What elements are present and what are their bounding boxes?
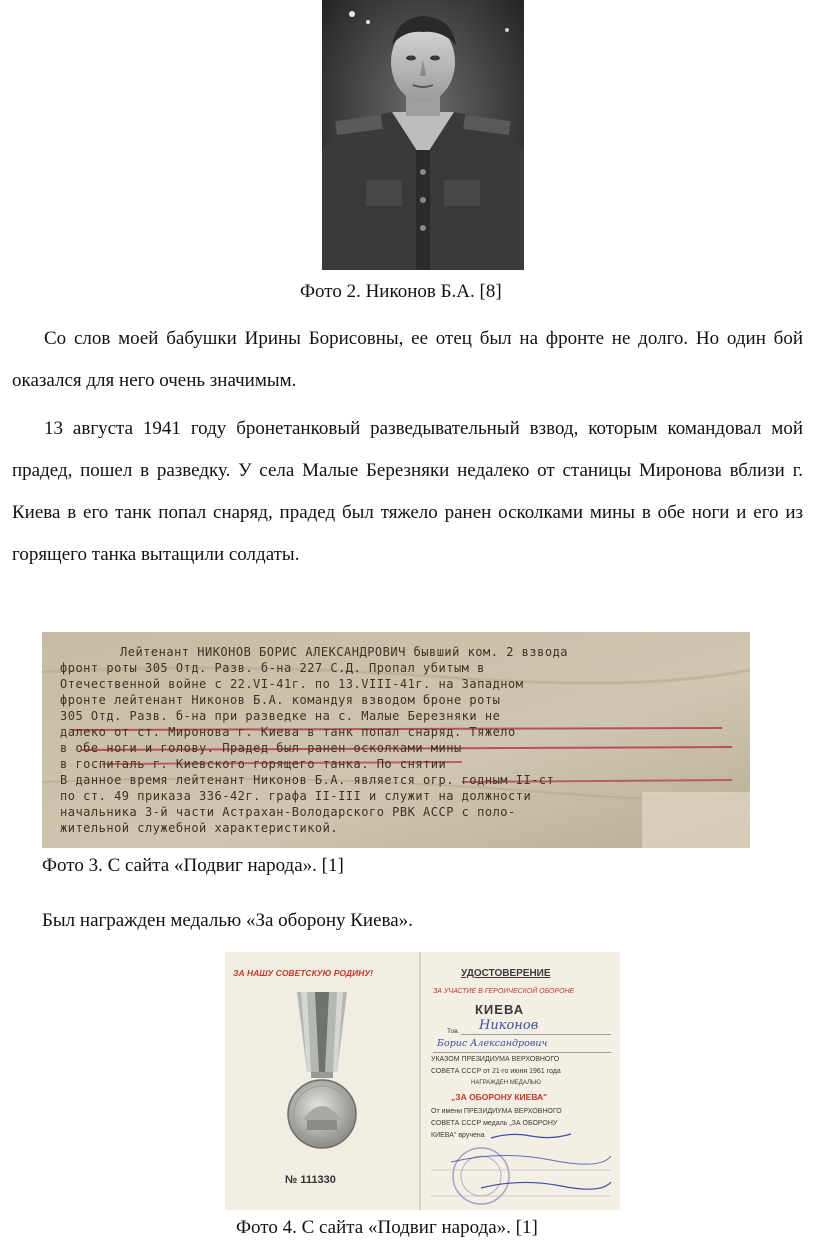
portrait-image	[322, 0, 524, 270]
certificate-left-header: ЗА НАШУ СОВЕТСКУЮ РОДИНУ!	[233, 968, 373, 978]
certificate-right-page	[421, 952, 620, 1210]
handwritten-name: Борис Александрович	[437, 1038, 548, 1049]
decree-line: УКАЗОМ ПРЕЗИДИУМА ВЕРХОВНОГО	[431, 1056, 560, 1063]
archive-document-photo	[42, 632, 750, 848]
certificate-tov-label: Тов.	[447, 1028, 460, 1035]
photo3-caption: Фото 3. С сайта «Подвиг народа». [1]	[42, 855, 344, 876]
certificate-city: КИЕВА	[475, 1002, 525, 1017]
doc-line: по ст. 49 приказа 336-42г. графа II-III и служит на должности	[60, 789, 532, 803]
doc-line: 305 Отд. Разв. б-на при разведке на с. Малые Березняки не	[60, 709, 501, 723]
medal-name: „ЗА ОБОРОНУ КИЕВА"	[451, 1092, 548, 1102]
portrait-photo	[322, 0, 524, 270]
doc-line: жительной служебной характеристикой.	[60, 821, 339, 835]
award-line: КИЕВА" вручена	[431, 1132, 485, 1139]
paragraph-battle: 13 августа 1941 году бронетанковый разведывательный взвод, которым командовал мой прадед, пошел в разведку. У села Малые Березняки недалеко от станицы Миронова вблизи г. Киева в его танк попал снаряд, прадед был тяжело ранен осколками мины в обе ноги и его из горящего танка вытащили солдаты.	[12, 418, 803, 565]
doc-line: начальника 3-й части Астрахан-Володарского РВК АССР с поло-	[60, 805, 516, 819]
certificate-subtitle: ЗА УЧАСТИЕ В ГЕРОИЧЕСКОЙ ОБОРОНЕ	[433, 988, 575, 995]
paragraph-award: Был награжден медалью «За оборону Киева».	[42, 910, 413, 931]
doc-line: фронте лейтенант Никонов Б.А. командуя взводом броне роты	[60, 693, 501, 707]
photo4-caption: Фото 4. С сайта «Подвиг народа». [1]	[236, 1217, 538, 1238]
doc-line: Отечественной войне с 22.VI-41г. по 13.VIII-41г. на Западном	[60, 677, 524, 691]
medal-image	[225, 952, 419, 1210]
stamp-and-signatures	[421, 952, 620, 1210]
medal-certificate-photo	[225, 952, 620, 1210]
award-line: СОВЕТА СССР медаль „ЗА ОБОРОНУ	[431, 1120, 558, 1127]
doc-line: В данное время лейтенант Никонов Б.А. является огр. годным II-ст	[60, 773, 555, 787]
certificate-title: УДОСТОВЕРЕНИЕ	[461, 968, 551, 979]
photo2-caption: Фото 2. Никонов Б.А. [8]	[300, 281, 502, 302]
doc-line: в обе ноги и голову. Прадед был ранен осколками мины	[60, 741, 462, 755]
doc-line: Лейтенант НИКОНОВ БОРИС АЛЕКСАНДРОВИЧ бывший ком. 2 взвода	[120, 645, 569, 659]
decree-line: СОВЕТА СССР от 21-го июня 1961 года	[431, 1068, 561, 1075]
paragraph-front: Со слов моей бабушки Ирины Борисовны, ее отец был на фронте не долго. Но один бой оказался для него очень значимым.	[12, 328, 803, 391]
doc-line: фронт роты 305 Отд. Разв. б-на 227 С.Д. Пропал убитым в	[60, 661, 485, 675]
award-line: От имени ПРЕЗИДИУМА ВЕРХОВНОГО	[431, 1108, 562, 1115]
medal-number: № 111330	[285, 1174, 336, 1186]
doc-line: далеко от ст. Миронова г. Киева в танк попал снаряд. Тяжело	[60, 725, 516, 739]
doc-line: в госпиталь г. Киевского горящего танка. По снятии	[60, 757, 447, 771]
certificate-left-page	[225, 952, 419, 1210]
archive-document-text	[60, 644, 750, 836]
handwritten-surname: Никонов	[479, 1018, 539, 1033]
decree-line: НАГРАЖДЕН МЕДАЛЬЮ	[471, 1080, 541, 1086]
